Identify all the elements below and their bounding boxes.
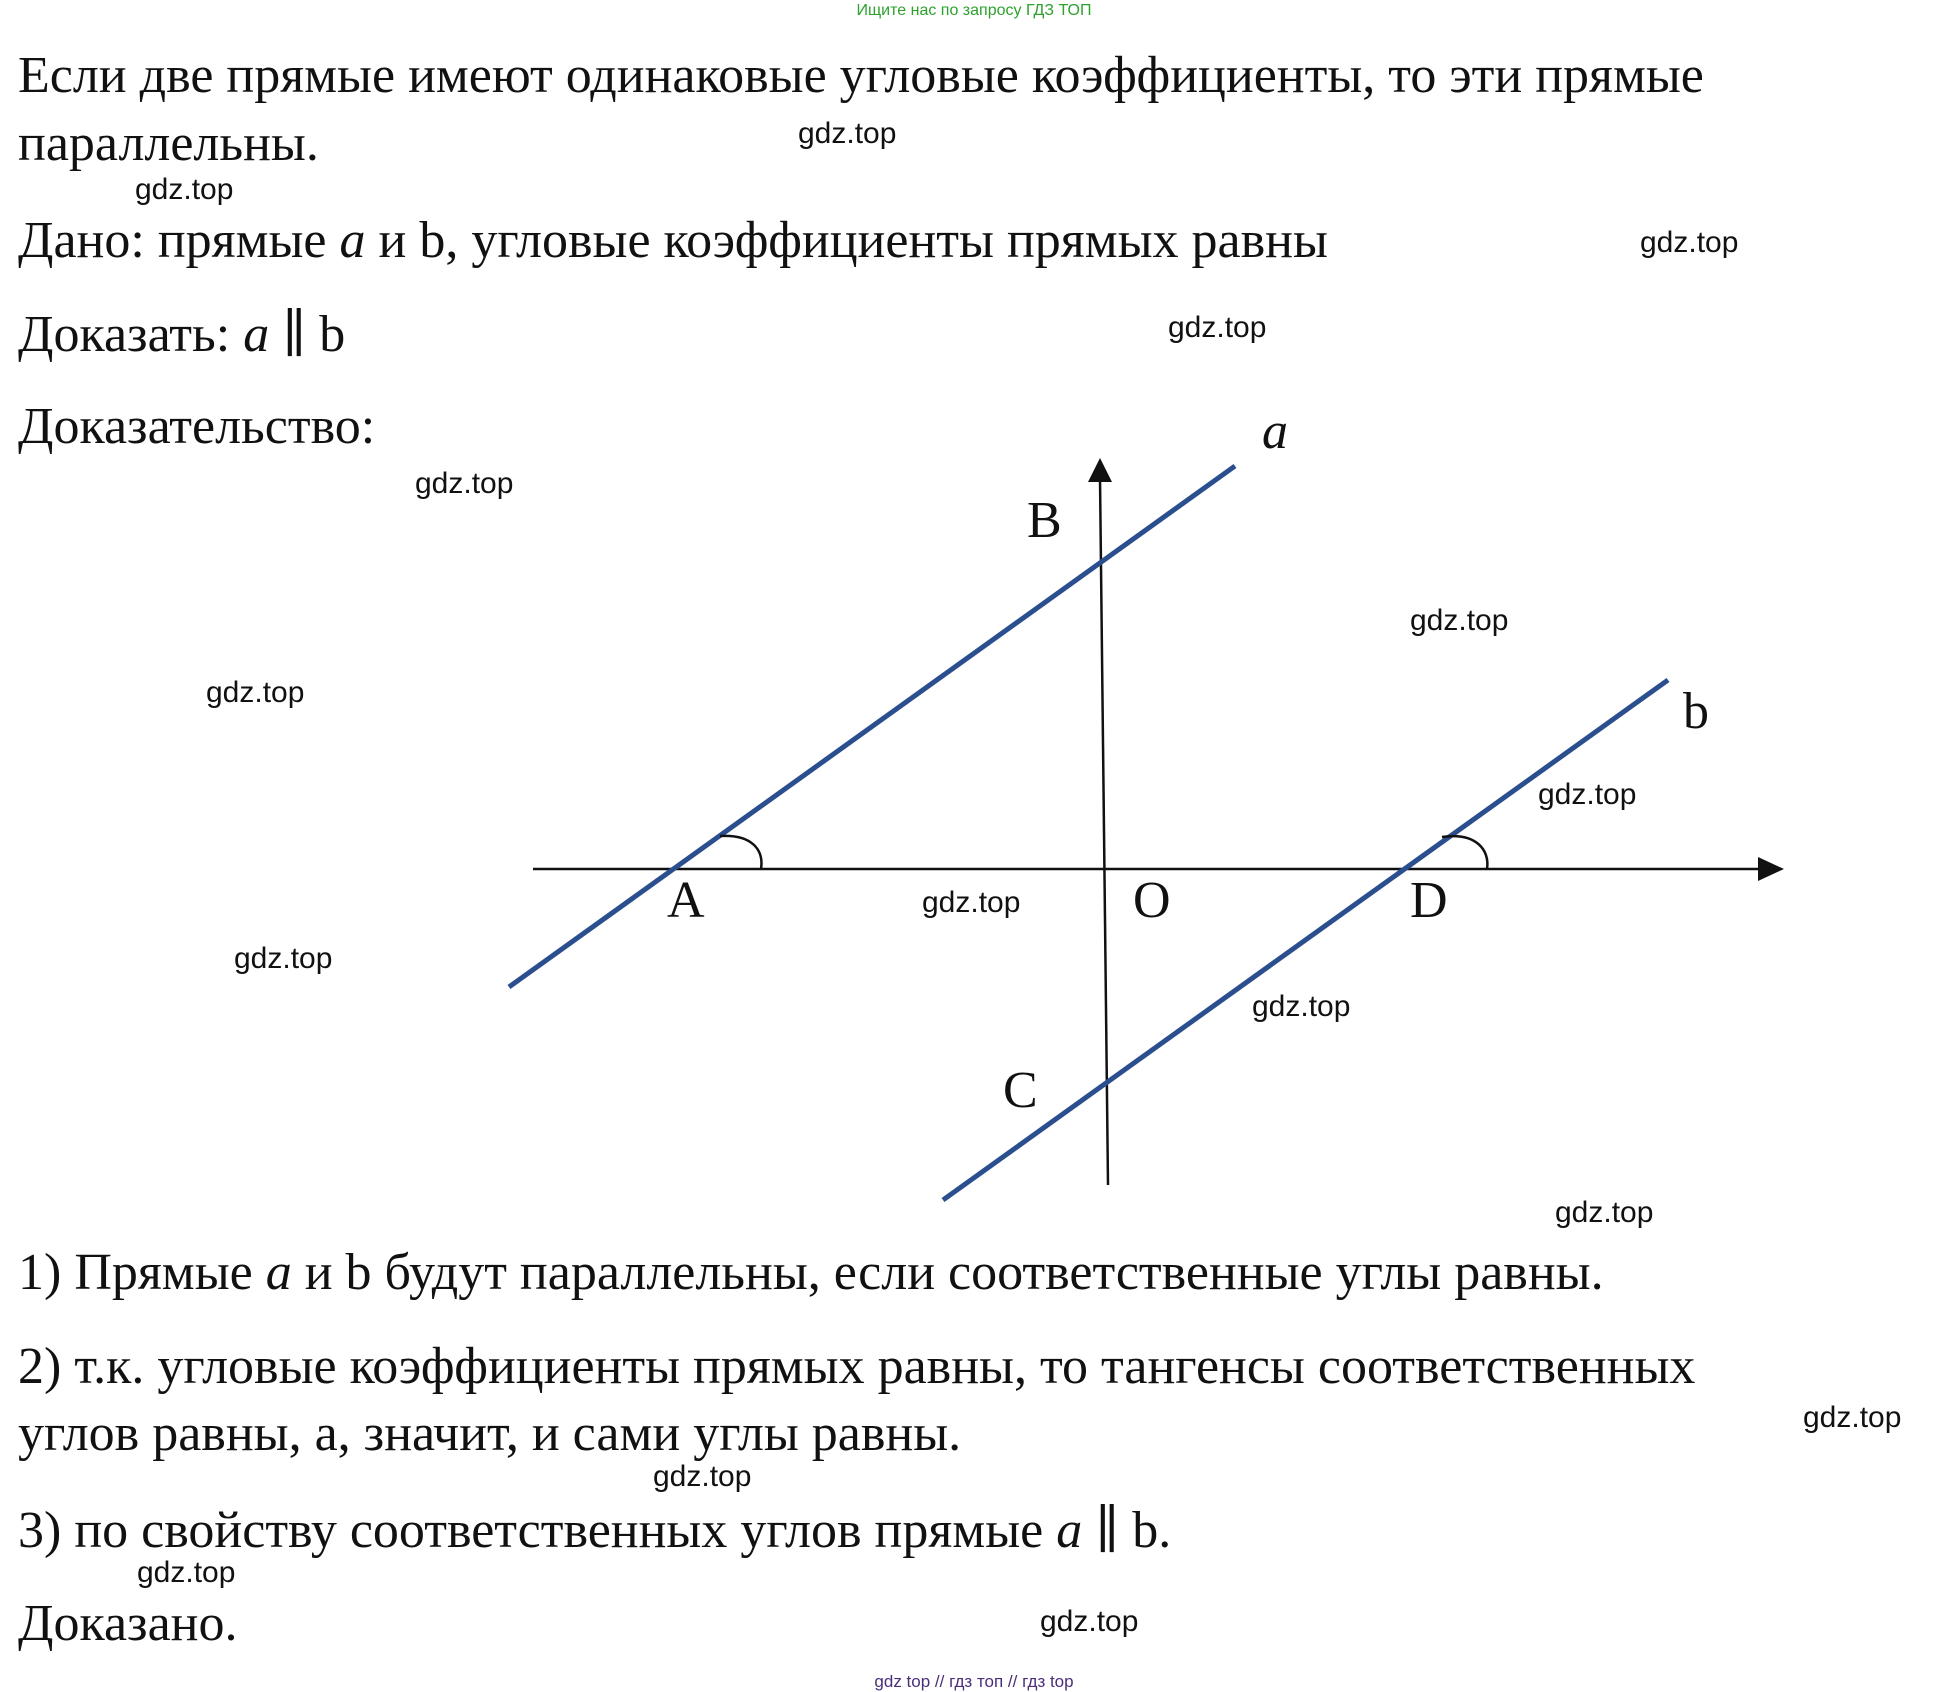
label-line-b: b <box>1683 683 1709 740</box>
watermark: gdz.top <box>415 467 514 500</box>
label-point-A: A <box>667 872 705 929</box>
top-banner: Ищите нас по запросу ГДЗ ТОП <box>856 2 1092 19</box>
watermark: gdz.top <box>1555 1196 1654 1229</box>
line-a <box>509 466 1235 987</box>
given-middle: и b, угловые коэффициенты прямых равны <box>365 212 1328 269</box>
given-line-a: a <box>339 212 366 269</box>
y-axis <box>1100 478 1108 1185</box>
step-3-prefix: 3) по свойству соответственных углов прямые <box>18 1502 1057 1559</box>
watermark: gdz.top <box>1803 1401 1902 1434</box>
watermark: gdz.top <box>1040 1605 1139 1638</box>
step-3 <box>18 1497 1171 1565</box>
step-1-suffix: и b будут параллельны, если соответственные углы равны. <box>291 1244 1604 1301</box>
watermark: gdz.top <box>206 676 305 709</box>
step-2-line-2: углов равны, а, значит, и сами углы равны. <box>18 1405 962 1462</box>
watermark: gdz.top <box>1410 604 1509 637</box>
x-axis-arrow-icon <box>1758 857 1784 881</box>
proof-heading: Доказательство: <box>18 398 376 455</box>
watermark: gdz.top <box>135 173 234 206</box>
label-point-B: B <box>1027 492 1062 549</box>
watermark: gdz.top <box>1252 990 1351 1023</box>
statement-line-2: параллельны. <box>18 115 319 172</box>
label-point-D: D <box>1410 872 1448 929</box>
label-line-a: a <box>1262 403 1288 460</box>
step-2-line-1: 2) т.к. угловые коэффициенты прямых равны, то тангенсы соответственных <box>18 1338 1696 1395</box>
prove-prefix: Доказать: <box>18 306 244 363</box>
watermark: gdz.top <box>1168 311 1267 344</box>
step-1 <box>18 1239 1604 1307</box>
watermark: gdz.top <box>798 117 897 150</box>
step-1-a: a <box>265 1244 292 1301</box>
watermark: gdz.top <box>234 942 333 975</box>
given-prefix: Дано: прямые <box>18 212 340 269</box>
step-3-a: a <box>1056 1502 1083 1559</box>
line-b <box>943 680 1668 1200</box>
watermark: gdz.top <box>1640 226 1739 259</box>
step-1-prefix: 1) Прямые <box>18 1244 266 1301</box>
angle-arc-A <box>720 836 761 869</box>
y-axis-arrow-icon <box>1088 458 1112 482</box>
label-point-O: O <box>1133 872 1171 929</box>
watermark: gdz.top <box>1538 778 1637 811</box>
conclusion: Доказано. <box>18 1595 238 1652</box>
statement-line-1: Если две прямые имеют одинаковые угловые коэффициенты, то эти прямые <box>18 47 1704 104</box>
prove-line-a: a <box>243 306 270 363</box>
angle-arc-D <box>1442 836 1487 869</box>
prove-suffix: ∥ b <box>269 306 346 363</box>
watermark: gdz.top <box>137 1556 236 1589</box>
footer-links: gdz top // гдз топ // гдз top <box>874 1672 1074 1691</box>
watermark: gdz.top <box>922 886 1021 919</box>
watermark: gdz.top <box>653 1460 752 1493</box>
label-point-C: C <box>1003 1062 1038 1119</box>
step-3-suffix: ∥ b. <box>1082 1502 1172 1559</box>
